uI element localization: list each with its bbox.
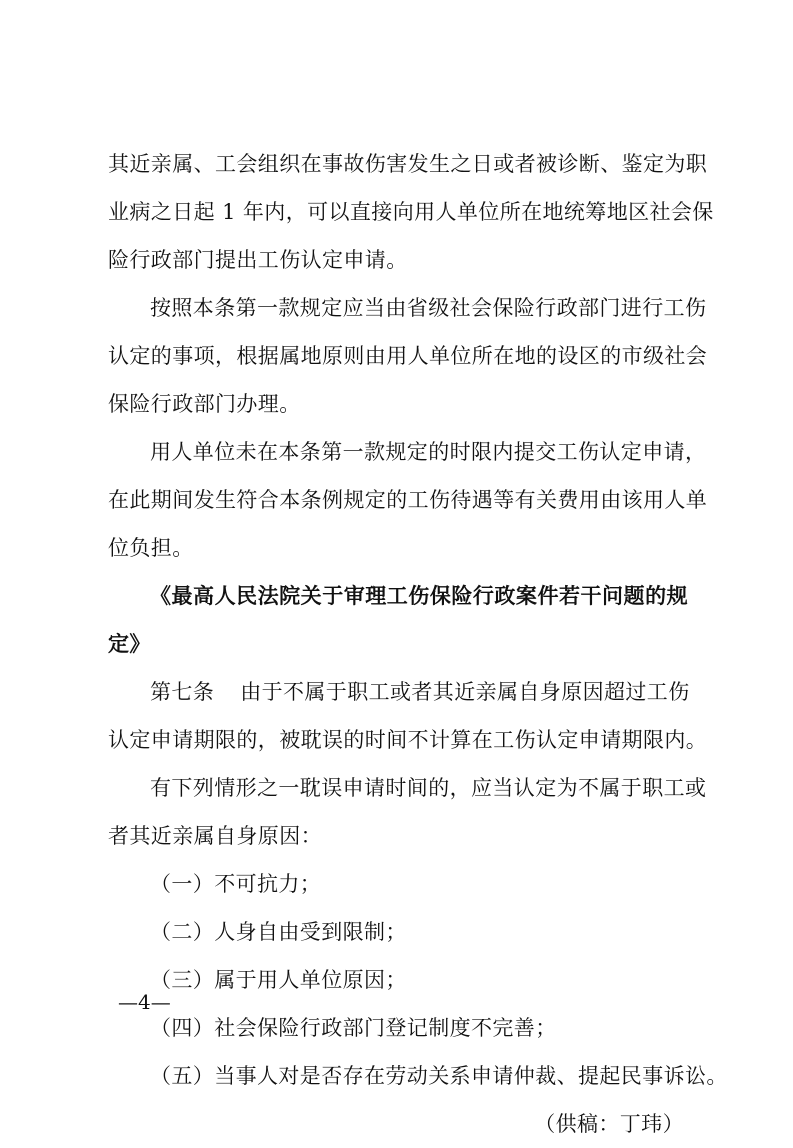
paragraph-line: 其近亲属、工会组织在事故伤害发生之日或者被诊断、鉴定为职 (108, 152, 708, 176)
contributor-note: （供稿：丁玮） (534, 1112, 684, 1136)
list-item: （四）社会保险行政部门登记制度不完善； (150, 1016, 557, 1040)
page-number: —4— (118, 990, 171, 1014)
article-line (108, 668, 688, 716)
paragraph-line: 保险行政部门办理。 (108, 392, 301, 416)
paragraph-line: 在此期间发生符合本条例规定的工伤待遇等有关费用由该用人单 (108, 488, 708, 512)
paragraph-line: 按照本条第一款规定应当由省级社会保险行政部门进行工伤 (150, 296, 707, 320)
article-text: 由于不属于职工或者其近亲属自身原因超过工伤 (240, 680, 690, 704)
article-label: 第七条 (150, 680, 215, 704)
paragraph-line: 有下列情形之一耽误申请时间的，应当认定为不属于职工或 (150, 776, 707, 800)
paragraph-line: 者其近亲属自身原因： (108, 824, 322, 848)
document-body (108, 140, 728, 1148)
section-heading-continued: 定》 (108, 631, 151, 656)
list-item: （二）人身自由受到限制； (150, 920, 407, 944)
list-item: （一）不可抗力； (150, 872, 322, 896)
paragraph-line: 位负担。 (108, 536, 194, 560)
paragraph-line: 用人单位未在本条第一款规定的时限内提交工伤认定申请， (150, 440, 707, 464)
paragraph-line: 险行政部门提出工伤认定申请。 (108, 248, 408, 272)
section-heading: 《最高人民法院关于审理工伤保险行政案件若干问题的规 (150, 583, 688, 608)
paragraph-line: 认定申请期限的，被耽误的时间不计算在工伤认定申请期限内。 (108, 728, 708, 752)
list-item: （三）属于用人单位原因； (150, 968, 407, 992)
list-item: （五）当事人对是否存在劳动关系申请仲裁、提起民事诉讼。 (150, 1064, 728, 1088)
paragraph-line: 认定的事项，根据属地原则由用人单位所在地的设区的市级社会 (108, 344, 708, 368)
paragraph-line: 业病之日起 1 年内，可以直接向用人单位所在地统筹地区社会保 (108, 200, 714, 224)
